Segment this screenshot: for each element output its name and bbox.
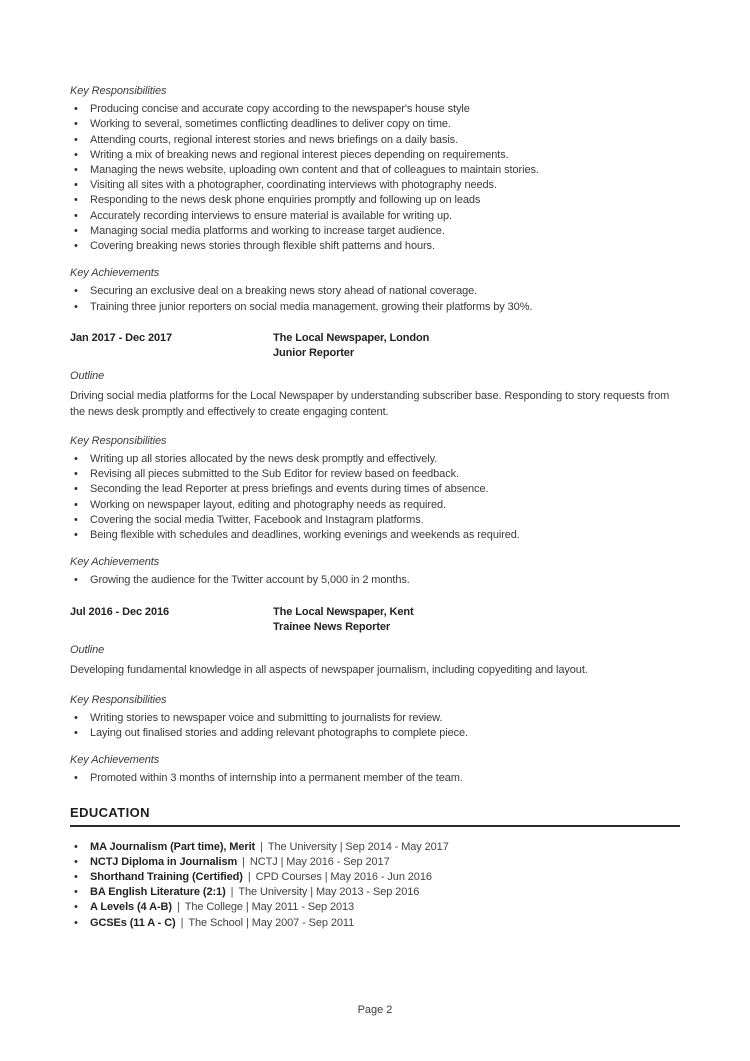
bullet-text: Attending courts, regional interest stories and news briefings on a daily basis.	[90, 133, 459, 146]
bullet-text: Working to several, sometimes conflicting deadlines to deliver copy on time.	[90, 118, 451, 131]
bullet-text: Seconding the lead Reporter at press briefings and events during times of absence.	[90, 483, 489, 496]
job-title: Junior Reporter	[273, 347, 355, 360]
job-company: The Local Newspaper, Kent	[273, 605, 414, 618]
education-item	[70, 855, 680, 870]
list-item	[70, 163, 680, 178]
list-item	[70, 573, 680, 588]
separator: |	[230, 886, 234, 899]
job-company-title	[273, 605, 414, 635]
achievements-list	[70, 771, 680, 786]
achievements-list	[70, 573, 680, 588]
bullet-text: Promoted within 3 months of internship into a permanent member of the team.	[90, 772, 463, 785]
list-item	[70, 452, 680, 467]
list-item	[70, 117, 680, 132]
bullet-text: Writing up all stories allocated by the news desk promptly and effectively.	[90, 453, 438, 466]
bullet-text: Accurately recording interviews to ensure material is available for writing up.	[90, 209, 452, 222]
bullet-text: Laying out finalised stories and adding relevant photographs to complete piece.	[90, 726, 468, 739]
bullet-text: Revising all pieces submitted to the Sub Editor for review based on feedback.	[90, 468, 459, 481]
responsibilities-list	[70, 452, 680, 543]
list-item	[70, 284, 680, 299]
qualification: NCTJ Diploma in Journalism	[90, 855, 238, 868]
key-achievements-label: Key Achievements	[70, 556, 160, 569]
achievements-list	[70, 284, 680, 314]
qualification-details: CPD Courses | May 2016 - Jun 2016	[255, 870, 432, 883]
list-item	[70, 239, 680, 254]
bullet-text: Being flexible with schedules and deadlines, working evenings and weekends as required.	[90, 529, 520, 542]
qualification: Shorthand Training (Certified)	[90, 870, 243, 883]
education-item	[70, 885, 680, 900]
separator: |	[242, 855, 245, 868]
job-title: Trainee News Reporter	[273, 620, 391, 633]
qualification: MA Journalism (Part time), Merit	[90, 840, 256, 853]
list-item	[70, 711, 680, 726]
list-item	[70, 209, 680, 224]
education-heading: EDUCATION	[70, 805, 680, 827]
bullet-text: Covering the social media Twitter, Facebook and Instagram platforms.	[90, 513, 424, 526]
job-outline: Driving social media platforms for the Local Newspaper by understanding subscriber base. Responding to story requests from the news desk promptly and effectively to create engaging content.	[70, 390, 670, 418]
list-item	[70, 193, 680, 208]
education-item	[70, 916, 680, 931]
bullet-text: Growing the audience for the Twitter account by 5,000 in 2 months.	[90, 574, 410, 587]
page-number: Page 2	[357, 1004, 393, 1016]
list-item	[70, 513, 680, 528]
bullet-text: Working on newspaper layout, editing and photography needs as required.	[90, 498, 446, 511]
job-entry-header	[70, 605, 680, 635]
responsibilities-list	[70, 102, 680, 254]
list-item	[70, 178, 680, 193]
list-item	[70, 726, 680, 741]
job-company-title	[273, 331, 429, 361]
responsibilities-list	[70, 711, 680, 741]
job-dates: Jul 2016 - Dec 2016	[70, 605, 170, 618]
list-item	[70, 300, 680, 315]
job-entry-header	[70, 331, 680, 361]
education-item	[70, 900, 680, 915]
bullet-text: Producing concise and accurate copy according to the newspaper's house style	[90, 103, 470, 116]
bullet-text: Visiting all sites with a photographer, coordinating interviews with photography needs.	[90, 179, 497, 192]
education-list	[70, 840, 680, 931]
job-outline: Developing fundamental knowledge in all aspects of newspaper journalism, including copyediting and layout.	[70, 664, 588, 677]
bullet-text: Training three junior reporters on social media management, growing their platforms by 30%.	[90, 300, 533, 313]
key-achievements-label: Key Achievements	[70, 754, 160, 767]
list-item	[70, 771, 680, 786]
separator: |	[176, 901, 180, 914]
key-responsibilities-label: Key Responsibilities	[70, 434, 167, 447]
key-responsibilities-label: Key Responsibilities	[70, 85, 167, 97]
list-item	[70, 528, 680, 543]
key-achievements-label: Key Achievements	[70, 267, 160, 280]
bullet-text: Managing the news website, uploading own content and that of colleagues to maintain stories.	[90, 164, 539, 177]
bullet-text: Covering breaking news stories through flexible shift patterns and hours.	[90, 240, 435, 253]
list-item	[70, 102, 680, 117]
outline-label: Outline	[70, 644, 105, 657]
qualification: GCSEs (11 A - C)	[90, 916, 176, 929]
job-dates: Jan 2017 - Dec 2017	[70, 331, 173, 344]
list-item	[70, 148, 680, 163]
page-content	[70, 84, 680, 931]
education-item	[70, 870, 680, 885]
qualification: BA English Literature (2:1)	[90, 886, 226, 899]
bullet-text: Managing social media platforms and working to increase target audience.	[90, 224, 445, 237]
qualification-details: NCTJ | May 2016 - Sep 2017	[249, 855, 390, 868]
qualification-details: The University | May 2013 - Sep 2016	[238, 886, 420, 899]
bullet-text: Writing stories to newspaper voice and submitting to journalists for review.	[90, 711, 443, 724]
list-item	[70, 482, 680, 497]
bullet-text: Responding to the news desk phone enquiries promptly and following up on leads	[90, 194, 481, 207]
key-responsibilities-label: Key Responsibilities	[70, 693, 167, 706]
qualification: A Levels (4 A-B)	[90, 901, 172, 914]
qualification-details: The School | May 2007 - Sep 2011	[188, 916, 355, 929]
bullet-text: Writing a mix of breaking news and regional interest pieces depending on requirements.	[90, 148, 509, 161]
separator: |	[260, 840, 263, 853]
qualification-details: The College | May 2011 - Sep 2013	[184, 901, 355, 914]
list-item	[70, 133, 680, 148]
separator: |	[247, 870, 251, 883]
qualification-details: The University | Sep 2014 - May 2017	[267, 840, 449, 853]
education-item	[70, 840, 680, 855]
separator: |	[180, 916, 184, 929]
outline-label: Outline	[70, 370, 105, 383]
bullet-text: Securing an exclusive deal on a breaking news story ahead of national coverage.	[90, 285, 478, 298]
list-item	[70, 467, 680, 482]
job-company: The Local Newspaper, London	[273, 331, 430, 344]
list-item	[70, 224, 680, 239]
list-item	[70, 498, 680, 513]
